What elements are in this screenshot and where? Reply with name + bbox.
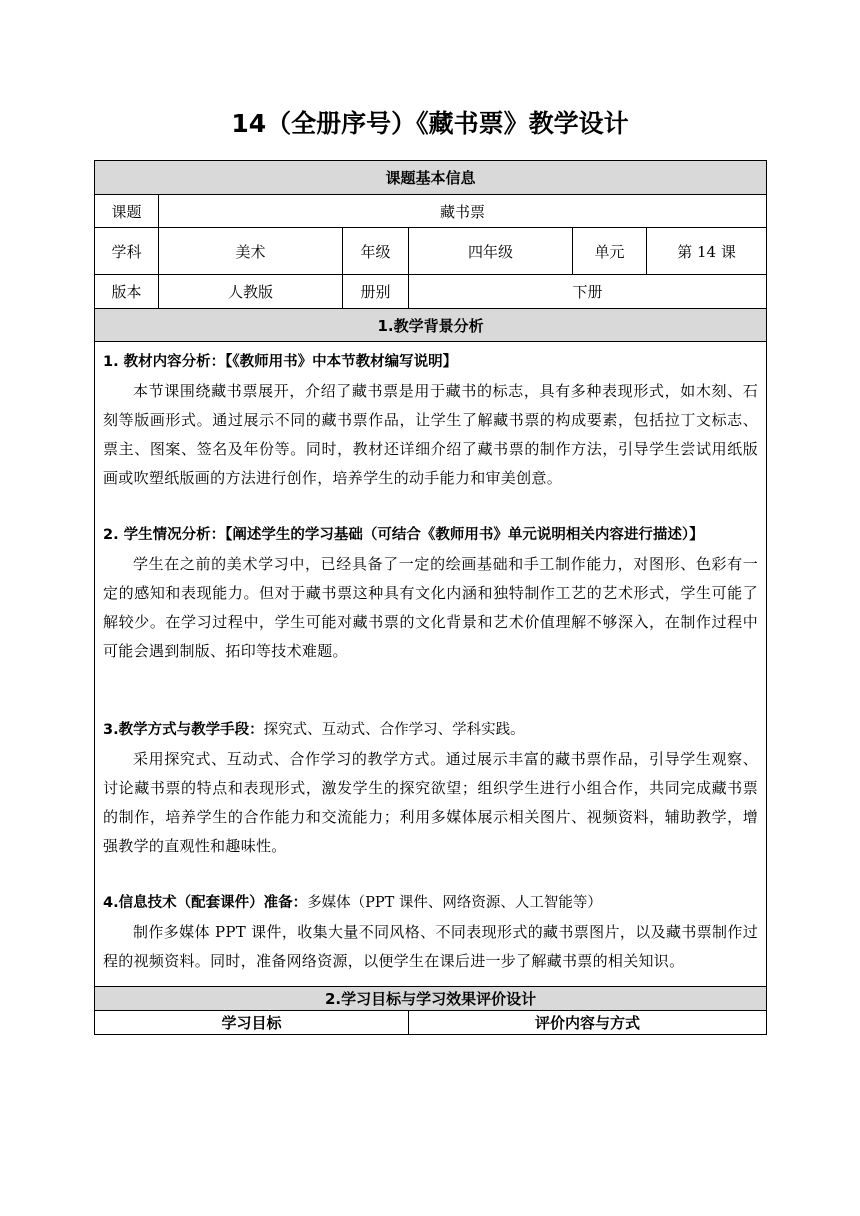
document-title: 14（全册序号）《藏书票》教学设计 [231,109,629,138]
lesson-plan-table [94,160,767,1035]
grade-value: 四年级 [409,228,573,275]
grade-label: 年级 [343,228,409,275]
edition-value: 人教版 [159,275,343,309]
teaching-method-heading-label: 3.教学方式与教学手段： [103,722,264,738]
topic-value: 藏书票 [159,195,767,228]
it-prep-heading-rest: 多媒体（PPT 课件、网络资源、人工智能等） [307,895,602,911]
textbook-analysis-text: 本节课围绕藏书票展开，介绍了藏书票是用于藏书的标志，具有多种表现形式，如木刻、石刻等版画形式。通过展示不同的藏书票作品，让学生了解藏书票的构成要素，包括拉丁文标志、票主、图案、签名及年份等。同时，教材还详细介绍了藏书票的制作方法，引导学生尝试用纸版画或吹塑纸版画的方法进行创作，培养学生的动手能力和审美创意。 [103,382,759,487]
objectives-col-goal: 学习目标 [95,1011,409,1035]
it-prep-heading-label: 4.信息技术（配套课件）准备： [103,895,308,911]
unit-label: 单元 [573,228,647,275]
textbook-analysis-heading: 1. 教材内容分析：【《教师用书》中本节教材编写说明】 [103,354,458,370]
edition-label: 版本 [95,275,159,309]
topic-label: 课题 [95,195,159,228]
volume-value: 下册 [409,275,767,309]
teaching-method-heading-rest: 探究式、互动式、合作学习、学科实践。 [263,722,525,738]
student-analysis-heading: 2. 学生情况分析：【阐述学生的学习基础（可结合《教师用书》单元说明相关内容进行描述）】 [103,527,704,543]
it-prep-text: 制作多媒体 PPT 课件，收集大量不同风格、不同表现形式的藏书票图片，以及藏书票制作过程的视频资料。同时，准备网络资源，以便学生在课后进一步了解藏书票的相关知识。 [103,923,759,970]
teaching-method-heading [103,716,758,745]
objectives-header: 2.学习目标与学习效果评价设计 [95,987,767,1011]
it-prep-heading [103,889,758,918]
student-analysis-text: 学生在之前的美术学习中，已经具备了一定的绘画基础和手工制作能力，对图形、色彩有一定的感知和表现能力。但对于藏书票这种具有文化内涵和独特制作工艺的艺术形式，学生可能了解较少。在学习过程中，学生可能对藏书票的文化背景和艺术价值理解不够深入，在制作过程中可能会遇到制版、拓印等技术难题。 [103,555,759,660]
unit-value: 第 14 课 [647,228,767,275]
subject-label: 学科 [95,228,159,275]
background-header: 1.教学背景分析 [95,309,767,342]
subject-value: 美术 [159,228,343,275]
teaching-method-text: 采用探究式、互动式、合作学习的教学方式。通过展示丰富的藏书票作品，引导学生观察、讨论藏书票的特点和表现形式，激发学生的探究欲望；组织学生进行小组合作，共同完成藏书票的制作，培养学生的合作能力和交流能力；利用多媒体展示相关图片、视频资料，辅助教学，增强教学的直观性和趣味性。 [103,750,759,855]
basic-info-header: 课题基本信息 [95,161,767,195]
objectives-col-eval: 评价内容与方式 [409,1011,767,1035]
background-content [95,342,767,987]
volume-label: 册别 [343,275,409,309]
